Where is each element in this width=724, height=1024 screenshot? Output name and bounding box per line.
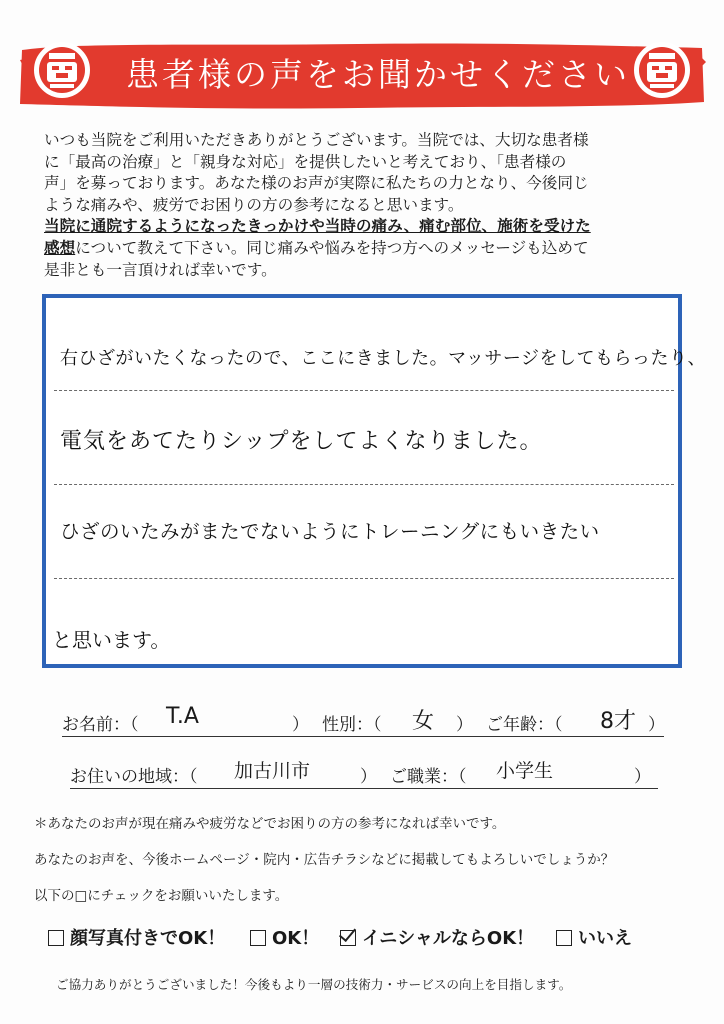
profile-row [0, 704, 724, 738]
checkbox-icon[interactable] [250, 930, 266, 946]
gender-close: ） [456, 715, 473, 735]
handwritten-answer-line: と思います。 [52, 628, 171, 652]
note-text: ＊あなたのお声が現在痛みや疲労などでお困りの方の参考になれば幸いです。 [34, 816, 506, 832]
consent-option-photo[interactable] [48, 924, 225, 954]
intro-line: 是非とも一言頂ければ幸いです。 [44, 260, 277, 279]
name-close: ） [292, 715, 309, 735]
intro-line: いつも当院をご利用いただきありがとうございます。当院では、大切な患者様 [44, 131, 589, 149]
checkbox-icon[interactable] [556, 930, 572, 946]
intro-line: に「最高の治療」と「親身な対応」を提供したいと考えており、「患者様の [44, 152, 567, 171]
dashed-rule [54, 390, 674, 391]
intro-line: ような痛みや、疲労でお困りの方の参考になると思います。 [44, 195, 464, 214]
consent-option-label: 顔写真付きでOK！ [70, 928, 226, 949]
gender-value: 女 [412, 709, 435, 734]
intro-line-rest: について教えて下さい。同じ痛みや悩みを持つ方へのメッセージも込めて [75, 238, 589, 257]
consent-options [44, 924, 684, 954]
profile-row [0, 756, 724, 790]
age-value: 8才 [600, 709, 636, 734]
job-label: ご職業：（ [390, 767, 467, 787]
field-underline [62, 736, 664, 737]
consent-option-label: OK！ [272, 928, 320, 949]
intro-emphasis: 感想 [44, 238, 76, 257]
handwritten-answer-line: 右ひざがいたくなったので、ここにきました。マッサージをしてもらったり、 [60, 348, 707, 369]
job-close: ） [634, 767, 651, 787]
area-value: 加古川市 [234, 760, 311, 782]
gender-label: 性別：（ [322, 715, 382, 735]
name-label: お名前：（ [62, 715, 139, 735]
handwritten-answer-line: ひざのいたみがまたでないようにトレーニングにもいきたい [60, 520, 600, 543]
age-label: ご年齢：（ [486, 715, 563, 735]
checkbox-icon[interactable] [48, 930, 64, 946]
job-value: 小学生 [496, 760, 554, 782]
consent-option-ok[interactable] [250, 924, 319, 954]
checked-checkbox-icon[interactable] [340, 930, 356, 946]
footer-thanks: ご協力ありがとうございました！今後もより一層の技術力・サービスの向上を目指します。 [56, 977, 572, 992]
note-text: 以下の□にチェックをお願いいたします。 [34, 888, 289, 904]
consent-option-initials[interactable] [340, 924, 534, 954]
title-banner [18, 40, 706, 112]
note-text: あなたのお声を、今後ホームページ・院内・広告チラシなどに掲載してもよろしいでしょうか？ [34, 852, 615, 868]
name-value: T.A [166, 704, 199, 729]
intro-line: 声」を募っております。あなた様のお声が実際に私たちの力となり、今後同じ [44, 174, 589, 193]
clinic-mascot-icon [32, 40, 92, 100]
age-close: ） [648, 715, 665, 735]
clinic-mascot-icon [632, 40, 692, 100]
intro-bold-line [44, 216, 684, 238]
answer-box [42, 294, 707, 668]
banner-title: 患者様の声をお聞かせください [126, 55, 630, 94]
area-close: ） [360, 767, 377, 787]
dashed-rule [54, 484, 674, 485]
consent-option-label: イニシャルならOK！ [362, 928, 535, 949]
area-label: お住いの地域：（ [70, 767, 198, 787]
field-underline [70, 788, 658, 789]
consent-option-label: いいえ [578, 928, 632, 949]
intro-emphasis: 当院に通院するようになったきっかけや当時の痛み、痛む部位、施術を受けた [44, 217, 591, 236]
intro-line [44, 238, 684, 260]
dashed-rule [54, 578, 674, 579]
consent-option-no[interactable] [556, 924, 632, 954]
handwritten-answer-line: 電気をあてたりシップをしてよくなりました。 [60, 429, 543, 454]
intro-text [44, 130, 684, 281]
